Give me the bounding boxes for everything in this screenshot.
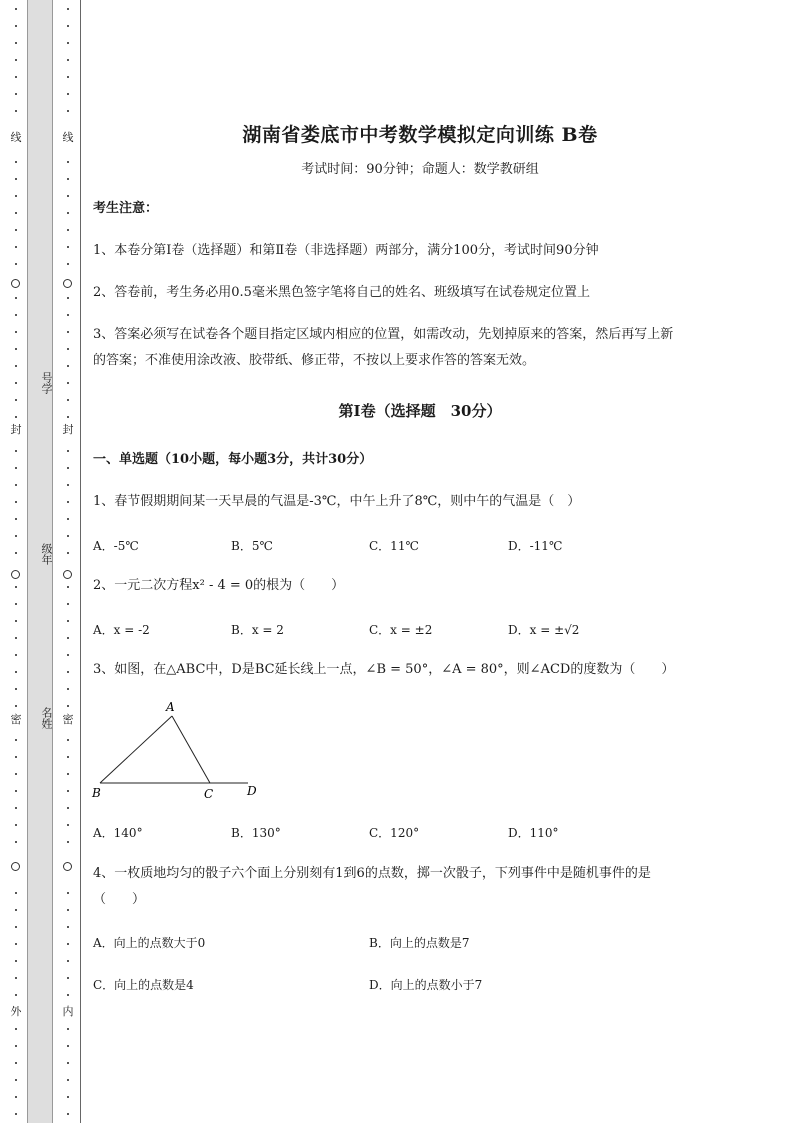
margin-dot — [15, 841, 17, 843]
margin-dot — [67, 467, 69, 469]
margin-dot — [67, 790, 69, 792]
outer-circle-1 — [11, 279, 20, 288]
margin-dot — [67, 8, 69, 10]
q2-option-b: B．x = 2 — [231, 623, 284, 637]
margin-dot — [15, 739, 17, 741]
margin-dot — [15, 297, 17, 299]
margin-dot — [15, 195, 17, 197]
margin-dot — [67, 178, 69, 180]
outer-mark-seal: 封 — [10, 423, 22, 436]
q4-option-a: A．向上的点数大于0 — [93, 936, 206, 950]
margin-dot — [15, 1062, 17, 1064]
q3-option-a: A．140° — [93, 826, 143, 840]
margin-dot — [67, 943, 69, 945]
margin-dot — [67, 484, 69, 486]
margin-dot — [15, 892, 17, 894]
binding-info-strip — [27, 0, 53, 1123]
margin-dot — [15, 535, 17, 537]
margin-dot — [15, 212, 17, 214]
exam-title: 湖南省娄底市中考数学模拟定向训练 B卷 — [242, 124, 598, 146]
margin-dot — [67, 739, 69, 741]
margin-dot — [67, 535, 69, 537]
q3-option-d: D．110° — [508, 826, 559, 840]
margin-dot — [15, 1096, 17, 1098]
margin-dot — [67, 331, 69, 333]
margin-dot — [67, 654, 69, 656]
margin-dot — [15, 8, 17, 10]
question-4-stem-cont: （ ） — [93, 892, 146, 907]
margin-dot — [67, 42, 69, 44]
margin-dot — [67, 841, 69, 843]
name-label: 名姓 — [40, 707, 53, 729]
margin-dot — [67, 637, 69, 639]
grade-label: 级年 — [40, 543, 53, 565]
margin-dot — [15, 671, 17, 673]
q1-option-a: A．-5℃ — [93, 539, 139, 553]
margin-dot — [15, 756, 17, 758]
margin-dot — [67, 705, 69, 707]
margin-dot — [15, 960, 17, 962]
vertex-c-label: C — [204, 787, 214, 801]
margin-dot — [67, 246, 69, 248]
q3-option-c: C．120° — [369, 826, 420, 840]
margin-dot — [67, 297, 69, 299]
margin-dot — [15, 603, 17, 605]
margin-dot — [67, 161, 69, 163]
outer-mark-line: 线 — [10, 131, 22, 144]
triangle-figure — [88, 698, 268, 803]
margin-dot — [15, 518, 17, 520]
notice-item-3-cont: 的答案；不准使用涂改液、胶带纸、修正带，不按以上要求作答的答案无效。 — [93, 353, 536, 368]
q4-option-d: D．向上的点数小于7 — [369, 978, 483, 992]
margin-dot — [15, 1028, 17, 1030]
q4-option-b: B．向上的点数是7 — [369, 936, 470, 950]
margin-dot — [67, 365, 69, 367]
question-4-stem: 4、一枚质地均匀的骰子六个面上分别刻有1到6的点数，掷一次骰子，下列事件中是随机事件的是 — [93, 866, 651, 881]
margin-dot — [15, 416, 17, 418]
question-2-stem: 2、一元二次方程x² - 4 = 0的根为（ ） — [93, 578, 345, 593]
q1-option-c: C．11℃ — [369, 539, 419, 553]
inner-circle-1 — [63, 279, 72, 288]
margin-dot — [15, 110, 17, 112]
margin-dot — [67, 688, 69, 690]
margin-dot — [67, 977, 69, 979]
margin-dot — [67, 382, 69, 384]
student-id-label: 号学 — [40, 372, 53, 394]
question-1-stem: 1、春节假期期间某一天早晨的气温是-3℃，中午上升了8℃，则中午的气温是（ ） — [93, 494, 581, 509]
inner-circle-2 — [63, 570, 72, 579]
vertex-b-label: B — [92, 786, 101, 800]
margin-dot — [15, 382, 17, 384]
inner-mark-secret: 密 — [62, 713, 74, 726]
margin-dot — [67, 773, 69, 775]
margin-dot — [67, 501, 69, 503]
inner-mark-line: 线 — [62, 131, 74, 144]
margin-dot — [15, 1113, 17, 1115]
margin-dot — [67, 909, 69, 911]
margin-dot — [67, 25, 69, 27]
margin-dot — [15, 773, 17, 775]
notice-heading: 考生注意： — [93, 201, 159, 216]
q3-option-b: B．130° — [231, 826, 281, 840]
margin-dot — [67, 229, 69, 231]
margin-dot — [15, 1079, 17, 1081]
margin-dot — [15, 484, 17, 486]
q1-option-d: D．-11℃ — [508, 539, 563, 553]
vertex-a-label: A — [166, 700, 175, 714]
point-d-label: D — [247, 784, 257, 798]
outer-mark-secret: 密 — [10, 713, 22, 726]
margin-dot — [15, 229, 17, 231]
margin-dot — [67, 1028, 69, 1030]
margin-dot — [67, 348, 69, 350]
margin-dot — [67, 518, 69, 520]
margin-dot — [15, 926, 17, 928]
margin-dot — [67, 756, 69, 758]
margin-dot — [15, 824, 17, 826]
margin-dot — [67, 212, 69, 214]
margin-dot — [15, 620, 17, 622]
margin-dot — [15, 25, 17, 27]
margin-dot — [15, 790, 17, 792]
margin-dot — [67, 195, 69, 197]
outer-mark-outside: 外 — [10, 1005, 22, 1018]
margin-dot — [67, 926, 69, 928]
margin-dot — [67, 603, 69, 605]
binding-line — [80, 0, 81, 1123]
margin-dot — [15, 76, 17, 78]
margin-dot — [15, 586, 17, 588]
notice-item-3: 3、答案必须写在试卷各个题目指定区域内相应的位置，如需改动，先划掉原来的答案，然后再写上新 — [93, 327, 674, 342]
margin-dot — [67, 1079, 69, 1081]
inner-dot-column — [62, 0, 74, 1123]
margin-dot — [15, 909, 17, 911]
margin-dot — [15, 977, 17, 979]
margin-dot — [15, 365, 17, 367]
inner-circle-3 — [63, 862, 72, 871]
margin-dot — [67, 994, 69, 996]
margin-dot — [15, 450, 17, 452]
margin-dot — [67, 450, 69, 452]
margin-dot — [67, 110, 69, 112]
q2-option-d: D．x = ±√2 — [508, 623, 580, 637]
margin-dot — [15, 42, 17, 44]
margin-dot — [15, 399, 17, 401]
margin-dot — [67, 1113, 69, 1115]
margin-dot — [15, 501, 17, 503]
margin-dot — [67, 416, 69, 418]
margin-dot — [15, 943, 17, 945]
margin-dot — [15, 93, 17, 95]
q2-option-c: C．x = ±2 — [369, 623, 433, 637]
section-title: 第Ⅰ卷（选择题 30分） — [338, 402, 502, 420]
margin-dot — [67, 892, 69, 894]
exam-subtitle: 考试时间：90分钟；命题人：数学教研组 — [301, 162, 539, 177]
margin-dot — [67, 76, 69, 78]
side-ab — [100, 716, 172, 783]
margin-dot — [15, 688, 17, 690]
q1-option-b: B．5℃ — [231, 539, 273, 553]
margin-dot — [67, 399, 69, 401]
notice-item-2: 2、答卷前，考生务必用0.5毫米黑色签字笔将自己的姓名、班级填写在试卷规定位置上 — [93, 285, 590, 300]
q2-option-a: A．x = -2 — [93, 623, 150, 637]
margin-dot — [15, 178, 17, 180]
margin-dot — [15, 994, 17, 996]
margin-dot — [15, 263, 17, 265]
margin-dot — [15, 331, 17, 333]
margin-dot — [67, 960, 69, 962]
margin-dot — [15, 654, 17, 656]
outer-dot-column — [10, 0, 22, 1123]
margin-dot — [67, 1062, 69, 1064]
margin-dot — [15, 161, 17, 163]
part-heading: 一、单选题（10小题，每小题3分，共计30分） — [93, 452, 373, 467]
outer-circle-3 — [11, 862, 20, 871]
margin-dot — [15, 1045, 17, 1047]
margin-dot — [67, 620, 69, 622]
margin-dot — [15, 314, 17, 316]
margin-dot — [67, 671, 69, 673]
margin-dot — [67, 586, 69, 588]
margin-dot — [15, 467, 17, 469]
margin-dot — [15, 807, 17, 809]
inner-mark-seal: 封 — [62, 423, 74, 436]
margin-dot — [67, 1096, 69, 1098]
outer-circle-2 — [11, 570, 20, 579]
margin-dot — [67, 824, 69, 826]
margin-dot — [15, 552, 17, 554]
q4-option-c: C．向上的点数是4 — [93, 978, 194, 992]
margin-dot — [67, 59, 69, 61]
margin-dot — [67, 263, 69, 265]
margin-dot — [67, 93, 69, 95]
margin-dot — [15, 246, 17, 248]
margin-dot — [67, 552, 69, 554]
margin-dot — [15, 59, 17, 61]
margin-dot — [67, 807, 69, 809]
inner-mark-inside: 内 — [62, 1005, 74, 1018]
side-ac — [172, 716, 210, 783]
notice-item-1: 1、本卷分第Ⅰ卷（选择题）和第Ⅱ卷（非选择题）两部分，满分100分，考试时间90分钟 — [93, 243, 599, 258]
question-3-stem: 3、如图，在△ABC中，D是BC延长线上一点，∠B = 50°，∠A = 80°，则∠ACD的度数为（ ） — [93, 662, 675, 677]
margin-dot — [15, 705, 17, 707]
margin-dot — [15, 637, 17, 639]
margin-dot — [67, 1045, 69, 1047]
margin-dot — [15, 348, 17, 350]
margin-dot — [67, 314, 69, 316]
